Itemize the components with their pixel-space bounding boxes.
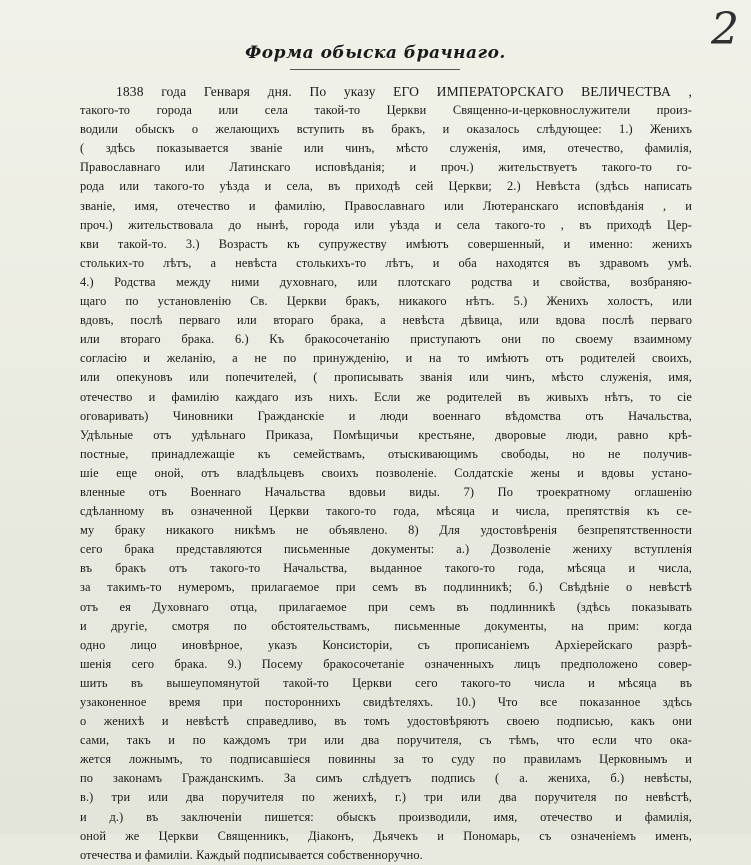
text-line: водили обыскъ о желающихъ вступить въ бракъ, и оказалось слѣдующее: 1.) Женихъ xyxy=(80,122,692,137)
text-line: сдѣланному въ означенной Церкви такого-то года, мѣсяца и числа, препятствія къ се- xyxy=(80,504,692,519)
text-line: за такимъ-то нумеромъ, прилагаемое при семъ въ подлинникѣ; б.) Свѣдѣніе о невѣстѣ xyxy=(80,580,692,595)
text-line: шить въ вышеупомянутой такой-то Церкви сего такого-то числа и мѣсяца въ xyxy=(80,675,692,690)
text-line: отъ ея Духовнаго отца, прилагаемое при семъ въ подлинникѣ (здѣсь показывать xyxy=(80,599,692,614)
text-line: и д.) въ заключеніи пишется: обыскъ производили, имя, отечество и фамилія, xyxy=(80,809,692,824)
text-line: проч.) жительствовала до нынѣ, города или уѣзда и села такого-то , въ приходѣ Цер- xyxy=(80,217,692,232)
text-line: в.) три или два поручителя по женихѣ, г.) три или два поручителя по невѣстѣ, xyxy=(80,790,692,805)
title-underline xyxy=(290,69,460,70)
text-line: стольких-то лѣтъ, а невѣста столькихъ-то лѣтъ, и оба находятся въ здравомъ умѣ. xyxy=(80,255,692,270)
text-line: шіе еще оной, отъ владѣльцевъ своихъ позволеніе. Солдатскіе жены и вдовы устано- xyxy=(80,465,692,480)
text-line: 1838 года Генваря дня. По указу ЕГО ИМПЕРАТОРСКАГО ВЕЛИЧЕСТВА , xyxy=(116,84,692,99)
text-line: о женихѣ и невѣстѣ справедливо, въ томъ удостовѣряютъ своею подписью, какъ они xyxy=(80,714,692,729)
text-line: шенія сего брака. 9.) Посему бракосочетаніе означенныхъ лицъ предположено совер- xyxy=(80,656,692,671)
document-body xyxy=(80,82,692,865)
text-line: отечества и фамиліи. Каждый подписывается собственноручно. xyxy=(80,847,423,862)
text-line: или втораго брака. 6.) Къ бракосочетанію приступаютъ они по своему взаимному xyxy=(80,332,692,347)
text-line: званіе, имя, отечество и фамилію, Православнаго или Лютеранскаго исповѣданія , и xyxy=(80,198,692,213)
text-line: ( здѣсь показывается званіе или чинъ, мѣсто служенія, имя, отечество, фамилія, xyxy=(80,141,692,156)
text-line: оговаривать) Чиновники Гражданскіе и люди военнаго вѣдомства отъ Начальства, xyxy=(80,408,692,423)
text-line: узаконенное время при постороннихъ свидѣтеляхъ. 10.) Что все показанное здѣсь xyxy=(80,695,692,709)
page-number: 2 xyxy=(711,4,739,55)
text-line: и другіе, смотря по обстоятельствамъ, письменные документы, на прим: когда xyxy=(80,618,692,633)
text-line: рода или такого-то уѣзда и села, въ приходѣ сей Церкви; 2.) Невѣста (здѣсь написать xyxy=(80,179,692,194)
text-line: постные, принадлежащіе къ семействамъ, отыскивающимъ свободы, но не получив- xyxy=(80,446,692,461)
text-line: жется ложнымъ, то подписавшіеся повинны за то суду по правиламъ Церковнымъ и xyxy=(80,752,692,767)
text-line: одно лицо иновѣрное, указъ Консисторіи, съ прописаніемъ Архіерейскаго разрѣ- xyxy=(80,637,692,652)
text-line: сами, такъ и по каждомъ три или два поручителя, съ тѣмъ, что если что ока- xyxy=(80,733,692,748)
text-line: Удѣльные отъ удѣльнаго Приказа, Помѣщичьи крестьяне, дворовые люди, равно крѣ- xyxy=(80,427,692,442)
text-line: Православнаго или Латинскаго исповѣданія; и проч.) жительствуетъ такого-то го- xyxy=(80,160,692,175)
text-line: му браку никакого никѣмъ не объявлено. 8) Для удостовѣренія безпрепятственности xyxy=(80,523,692,538)
text-line: сего брака представляются письменные документы: а.) Дозволеніе жениху вступленія xyxy=(80,542,692,557)
text-line: согласію и желанію, а не по принужденію, и на то имѣютъ отъ родителей своихъ, xyxy=(80,351,692,366)
text-line: кви такой-то. 3.) Возрастъ къ супружеству имѣютъ совершенный, и именно: женихъ xyxy=(80,236,692,251)
document-title: Форма обыска брачнаго. xyxy=(245,43,506,63)
text-line: такого-то города или села такой-то Церкви Священно-и-церковнослужители произ- xyxy=(80,103,692,118)
text-line: по законамъ Гражданскимъ. За симъ слѣдуетъ подпись ( а. жениха, б.) невѣсты, xyxy=(80,771,692,786)
text-line: или опекуновъ или попечителей, ( прописывать званія или чинъ, мѣсто служенія, имя, xyxy=(80,370,692,385)
text-line: отечество и фамилію каждаго изъ нихъ. Если же родителей въ живыхъ нѣтъ, то сіе xyxy=(80,389,692,404)
text-line: вленные отъ Военнаго Начальства вдовьи виды. 7) По троекратному оглашенію xyxy=(80,484,692,499)
text-line: вдовъ, послѣ перваго или втораго брака, а невѣста дѣвица, или вдова послѣ перваго xyxy=(80,313,692,328)
text-line: оной же Церкви Священникъ, Діаконъ, Дьячекъ и Пономарь, съ означеніемъ именъ, xyxy=(80,828,692,843)
text-line: въ бракъ отъ такого-то Начальства, выданное такого-то года, мѣсяца и числа, xyxy=(80,561,692,576)
text-line: щаго по установленію Св. Церкви бракъ, никакого нѣтъ. 5.) Женихъ холостъ, или xyxy=(80,294,692,309)
text-line: 4.) Родства между ними духовнаго, или плотскаго родства и свойства, возбраняю- xyxy=(80,274,692,289)
